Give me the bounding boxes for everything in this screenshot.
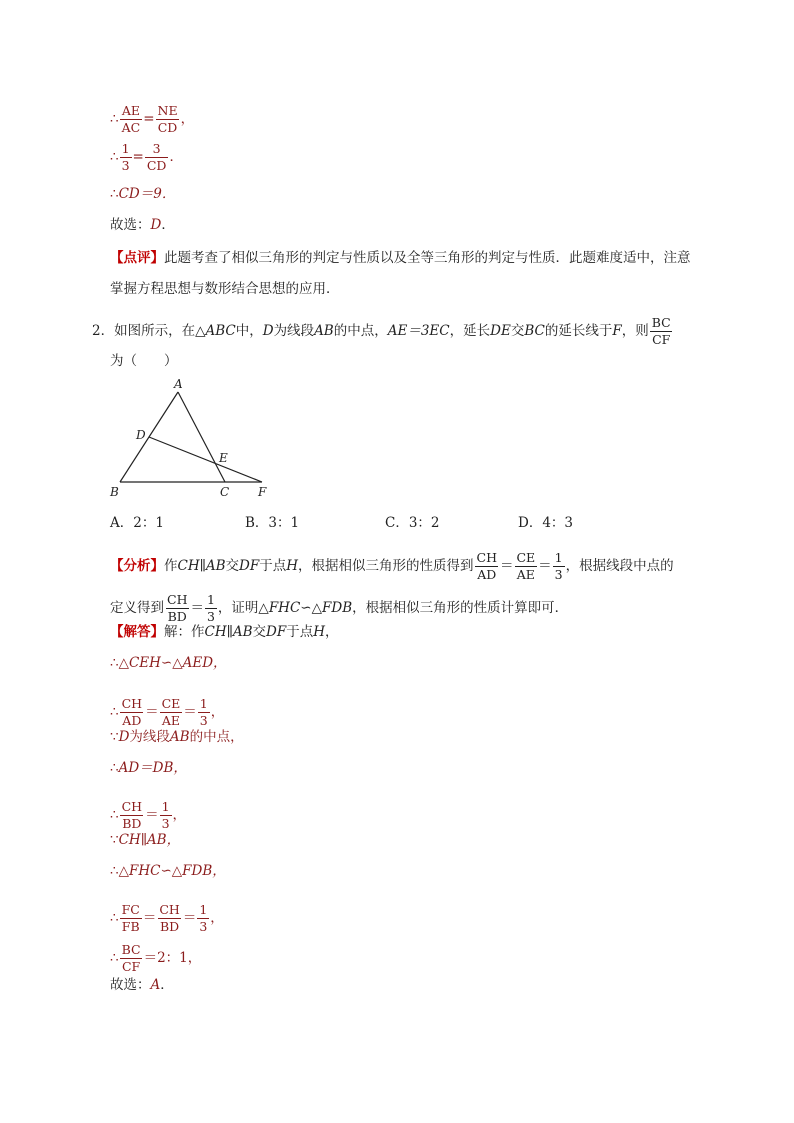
fraction: $\frac{BC}{CF}$ — [121, 942, 141, 974]
option-c[interactable]: C．3：2 — [385, 515, 440, 531]
question-number: 2． — [92, 322, 115, 339]
triangle-figure — [100, 372, 290, 504]
fraction: $\frac{1}{3}$ — [206, 592, 215, 624]
label-e: E — [219, 451, 228, 465]
fraction: $\frac{CH}{AD}$ — [121, 696, 143, 728]
fraction: $\frac{CH}{AD}$ — [476, 550, 497, 582]
analysis-line-2: 定义得到 $\frac{CH}{BD}$ ＝ $\frac{1}{3}$ ，证明△ FHC ∽△ FDB ，根据相似三角形的性质计算即可． — [110, 592, 569, 624]
segment-ac — [178, 392, 225, 482]
fraction: $\frac{3}{CD}$ — [146, 141, 167, 173]
solution-midpoint: ∵ D 为线段 AB 的中点， — [110, 729, 244, 745]
question-2-stem-end: 为（ ） — [110, 353, 178, 369]
solution-ratio-1: ∴ $\frac{CH}{AD}$ ＝ $\frac{CE}{AE}$ ＝ $\frac{1}{3}$ ， — [110, 696, 225, 728]
solution-parallel: ∵ CH∥AB， — [110, 832, 181, 848]
fraction: $\frac{1}{3}$ — [199, 902, 208, 934]
question-2-stem: 2． 如图所示，在△ ABC 中， D 为线段 AB 的中点， AE＝3EC ，延长 DE 交 BC 的延长线于 F ，则 $\frac{BC}{CF}$ — [92, 315, 671, 347]
fraction: $\frac{CH}{BD}$ — [167, 592, 188, 624]
solution-ratio-3: ∴ $\frac{FC}{FB}$ ＝ $\frac{CH}{BD}$ ＝ $\frac{1}{3}$ ， — [110, 902, 224, 934]
label-a: A — [174, 377, 183, 391]
label-b: B — [110, 485, 119, 499]
label-d: D — [136, 428, 146, 442]
review-paragraph: 【点评】此题考查了相似三角形的判定与性质以及全等三角形的判定与性质．此题难度适中，注意掌握方程思想与数形结合思想的应用． — [110, 250, 691, 297]
fraction: $\frac{BC}{CF}$ — [651, 315, 671, 347]
fraction: $\frac{1}{3}$ — [161, 799, 170, 831]
option-a[interactable]: A．2：1 — [110, 515, 164, 531]
fraction: $\frac{1}{3}$ — [554, 550, 563, 582]
fraction: $\frac{AE}{AC}$ — [121, 103, 141, 135]
fraction: $\frac{FC}{FB}$ — [121, 902, 140, 934]
label-f: F — [258, 485, 267, 499]
step-ratio-substitute: ∴ $\frac{1}{3}$ = $\frac{3}{CD}$ ． — [110, 141, 183, 173]
option-d[interactable]: D．4：3 — [518, 515, 574, 531]
solution-ad-db: ∴ AD＝DB， — [110, 760, 187, 776]
step-ratio-ae-ac: ∴ $\frac{AE}{AC}$ = $\frac{NE}{CD}$ ， — [110, 103, 195, 135]
fraction: $\frac{CE}{AE}$ — [161, 696, 181, 728]
fraction: $\frac{1}{3}$ — [199, 696, 208, 728]
solution-similar-2: ∴ △FHC∽△FDB， — [110, 863, 226, 879]
therefore-symbol: ∴ — [110, 186, 119, 202]
fraction: $\frac{CH}{BD}$ — [121, 799, 143, 831]
answer-choice-1: 故选： D ． — [110, 217, 175, 233]
label-c: C — [220, 485, 230, 499]
therefore-symbol: ∴ — [110, 148, 119, 165]
solution-final-ratio: ∴ $\frac{BC}{CF}$ ＝ 2：1， — [110, 942, 202, 974]
fraction: $\frac{CE}{AE}$ — [516, 550, 536, 582]
step-result-cd: ∴ CD＝9． — [110, 186, 176, 202]
option-b[interactable]: B．3：1 — [245, 515, 300, 531]
fraction: $\frac{CH}{BD}$ — [159, 902, 180, 934]
fraction: $\frac{1}{3}$ — [121, 141, 130, 173]
solution-similar-1: ∴ △CEH∽△AED， — [110, 655, 227, 671]
fraction: $\frac{NE}{CD}$ — [157, 103, 178, 135]
therefore-symbol: ∴ — [110, 110, 119, 127]
solution-line-1: 【解答】 解：作 CH∥AB 交 DF 于点 H ， — [110, 624, 339, 640]
answer-choice-2: 故选： A ． — [110, 977, 174, 993]
solution-ratio-2: ∴ $\frac{CH}{BD}$ ＝ $\frac{1}{3}$ ， — [110, 799, 187, 831]
analysis-line-1: 【分析】 作 CH∥AB 交 DF 于点 H ，根据相似三角形的性质得到 $\frac{CH}{AD}$ ＝ $\frac{CE}{AE}$ ＝ $\frac{1}{3}$ ，根据线段中点的 — [110, 550, 674, 582]
